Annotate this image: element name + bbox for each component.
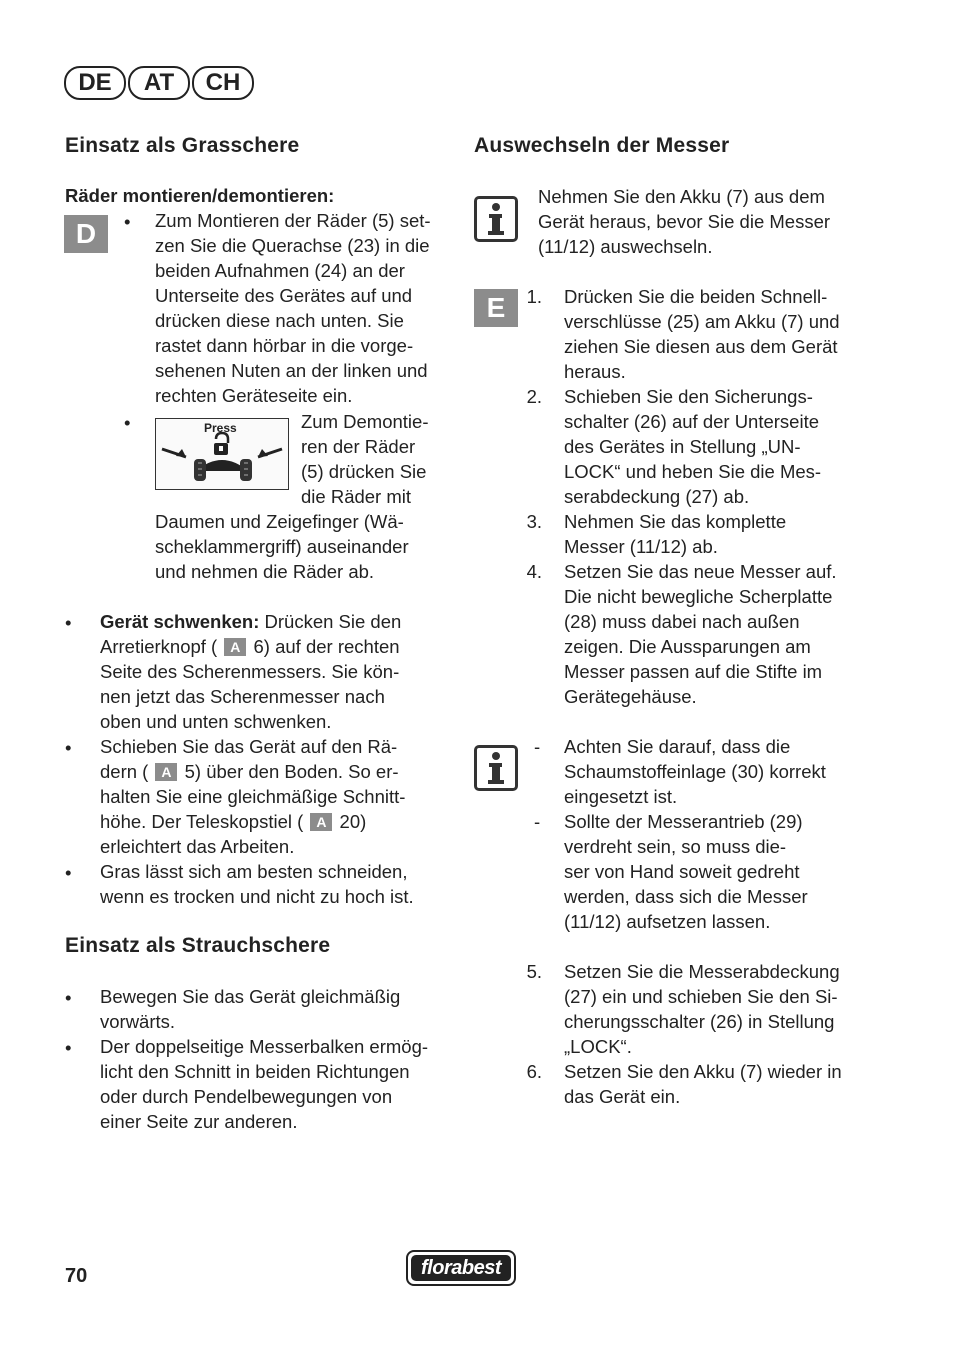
bullet-mark: • xyxy=(65,862,72,883)
bullet-mark: • xyxy=(124,412,131,433)
section-title-shrub: Einsatz als Strauchschere xyxy=(65,934,331,957)
dash-mark: - xyxy=(534,811,541,832)
figure-ref-a: A xyxy=(224,638,246,656)
step-number: 6. xyxy=(526,1061,542,1082)
step-number: 1. xyxy=(526,286,542,307)
press-diagram-icon xyxy=(156,419,288,489)
step-1: Drücken Sie die beiden Schnell- verschlüsse (25) am Akku (7) und ziehen Sie diesen aus dem Gerät heraus. xyxy=(564,286,840,382)
step-number: 5. xyxy=(526,961,542,982)
bullet-mount-wheels: Zum Montieren der Räder (5) set- zen Sie die Querachse (23) in die beiden Aufnahmen (24) an der Unterseite des Gerätes auf und drücken diese nach unten. Sie rastet dann hörbar in die vorge- sehenen Nuten an der linken und rechten Geräteseite ein. xyxy=(155,210,431,406)
step-6: Setzen Sie den Akku (7) wieder in das Gerät ein. xyxy=(564,1061,842,1107)
bullet-mark: • xyxy=(124,211,131,232)
subheading-wheels: Räder montieren/demontieren: xyxy=(65,185,335,206)
step-number: 2. xyxy=(526,386,542,407)
step-number: 4. xyxy=(526,561,542,582)
info-icon xyxy=(474,196,518,242)
dash-mark: - xyxy=(534,736,541,757)
step-5: Setzen Sie die Messerabdeckung (27) ein und schieben Sie den Si- cherungsschalter (26) in Stellung „LOCK“. xyxy=(564,961,840,1057)
section-title-grass: Einsatz als Grasschere xyxy=(65,134,300,157)
brand-name: florabest xyxy=(421,1257,501,1279)
bullet-mark: • xyxy=(65,612,72,633)
bullet-grass-tip: Gras lässt sich am besten schneiden, wenn es trocken und nicht zu hoch ist. xyxy=(100,861,414,907)
press-wheels-illustration xyxy=(155,418,289,490)
info-blade-drive: Sollte der Messerantrieb (29) verdreht sein, so muss die- ser von Hand soweit gedreht werden, dass sich die Messer (11/12) aufsetzen lassen. xyxy=(564,811,808,932)
step-label-d: D xyxy=(64,215,108,253)
step-3: Nehmen Sie das komplette Messer (11/12) ab. xyxy=(564,511,787,557)
step-label-e: E xyxy=(474,289,518,327)
bullet-push-device: Schieben Sie das Gerät auf den Rä- dern ( A 5) über den Boden. So er- halten Sie eine gleichmäßige Schnitt- höhe. Der Teleskopstiel ( A 20) erleichtert das Arbeiten. xyxy=(100,736,406,857)
bullet-double-blade: Der doppelseitige Messerbalken ermög- licht den Schnitt in beiden Richtungen oder durch Pendelbewegungen von einer Seite zur anderen. xyxy=(100,1036,429,1132)
figure-ref-a: A xyxy=(155,763,177,781)
step-4: Setzen Sie das neue Messer auf. Die nicht bewegliche Scherplatte (28) muss dabei nach außen zeigen. Die Aussparungen am Messer passen auf die Stifte im Gerätegehäuse. xyxy=(564,561,837,707)
press-label: Press xyxy=(204,421,237,435)
page-number: 70 xyxy=(65,1265,88,1287)
bullet-mark: • xyxy=(65,1037,72,1058)
step-number: 3. xyxy=(526,511,542,532)
figure-ref-a: A xyxy=(310,813,332,831)
info-icon xyxy=(474,745,518,791)
bullet-swivel: Gerät schwenken: Drücken Sie den Arretierknopf ( A 6) auf der rechten Seite des Scherenmessers. Sie kön- nen jetzt das Scherenmesser nach oben und unten schwenken. xyxy=(100,611,402,732)
country-badge-de: DE xyxy=(64,66,126,100)
info-remove-battery: Nehmen Sie den Akku (7) aus dem Gerät heraus, bevor Sie die Messer (11/12) auswechseln. xyxy=(538,186,831,257)
step-2: Schieben Sie den Sicherungs- schalter (26) auf der Unterseite des Gerätes in Stellung „UN- LOCK“ und heben Sie die Mes- serabdeckung (27) ab. xyxy=(564,386,822,507)
bullet-demount-rest: Daumen und Zeigefinger (Wä- scheklammergriff) auseinander und nehmen die Räder ab. xyxy=(155,511,409,582)
bullet-move-evenly: Bewegen Sie das Gerät gleichmäßig vorwärts. xyxy=(100,986,401,1032)
country-badge-ch: CH xyxy=(192,66,254,100)
country-badge-at: AT xyxy=(128,66,190,100)
section-title-replace-blades: Auswechseln der Messer xyxy=(474,134,730,157)
bullet-demount-side: Zum Demontie- ren der Räder (5) drücken Sie die Räder mit xyxy=(301,411,429,507)
bullet-mark: • xyxy=(65,737,72,758)
bullet-mark: • xyxy=(65,987,72,1008)
info-foam-insert: Achten Sie darauf, dass die Schaumstoffeinlage (30) korrekt eingesetzt ist. xyxy=(564,736,826,807)
brand-logo xyxy=(406,1250,516,1286)
